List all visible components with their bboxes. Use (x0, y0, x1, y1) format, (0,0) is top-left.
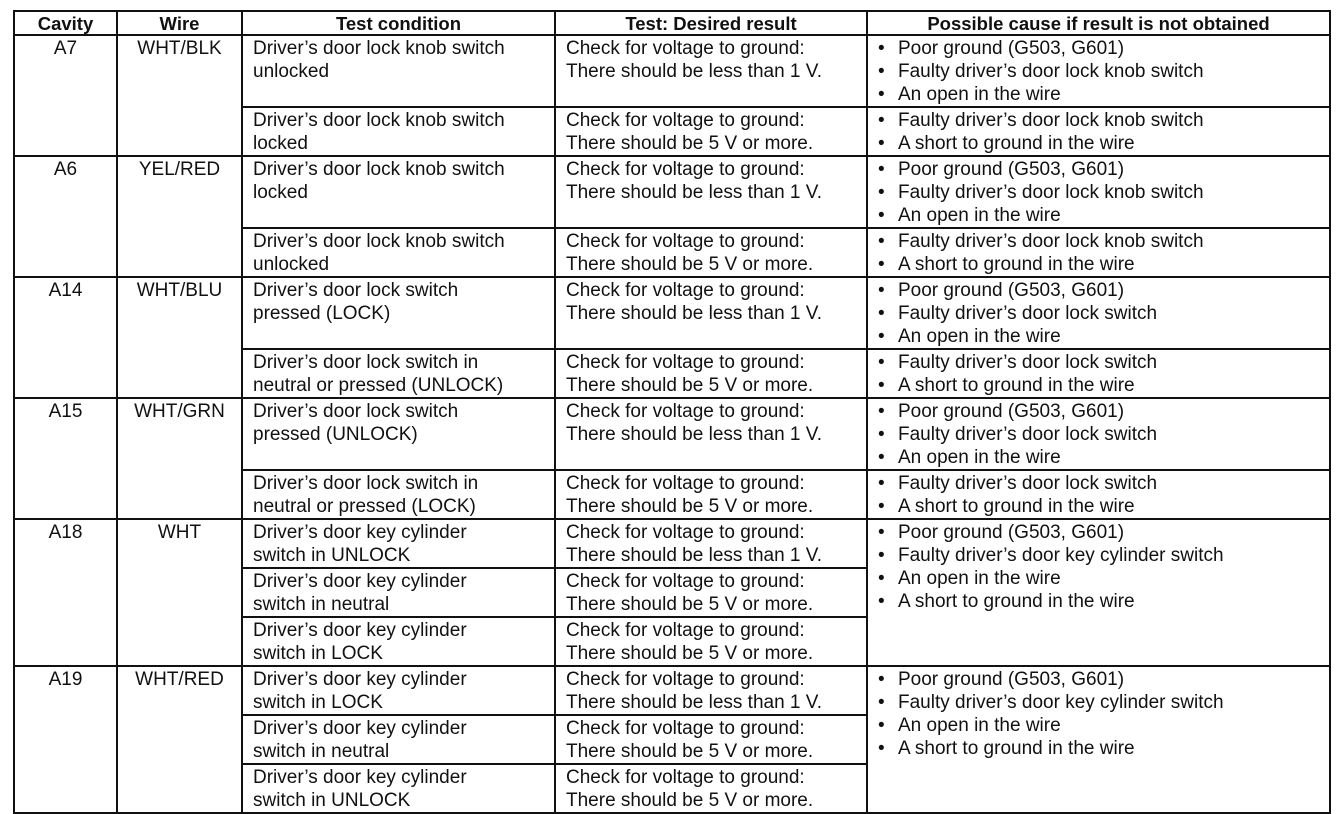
desired-result-cell (555, 35, 867, 107)
test-condition-cell (242, 617, 555, 666)
table-row (14, 398, 1330, 470)
result-line: Check for voltage to ground: (566, 280, 805, 301)
condition-line: Driver’s door key cylinder (253, 571, 467, 592)
cause-bullet-item: • A short to ground in the wire (878, 737, 1329, 760)
condition-line: Driver’s door lock knob switch (253, 110, 505, 131)
result-line: There should be 5 V or more. (566, 254, 814, 275)
table-row (14, 666, 1330, 715)
cause-bullet-item: • A short to ground in the wire (878, 132, 1329, 155)
condition-line: Driver’s door key cylinder (253, 767, 467, 788)
condition-line: Driver’s door key cylinder (253, 669, 467, 690)
condition-line: pressed (LOCK) (253, 303, 391, 324)
result-line: Check for voltage to ground: (566, 401, 805, 422)
cause-bullet-item: • Faulty driver’s door lock switch (878, 472, 1329, 495)
desired-result-cell (555, 617, 867, 666)
result-line: Check for voltage to ground: (566, 473, 805, 494)
wire-color-cell: WHT/BLK (117, 35, 242, 156)
desired-result-cell (555, 470, 867, 519)
test-condition-cell (242, 107, 555, 156)
cause-bullet-item: • A short to ground in the wire (878, 590, 1329, 613)
header-test-condition: Test condition (242, 11, 555, 35)
cause-bullet-item: • Poor ground (G503, G601) (878, 668, 1329, 691)
cause-bullet-item: • An open in the wire (878, 325, 1329, 348)
condition-line: switch in LOCK (253, 643, 383, 664)
condition-line: Driver’s door lock knob switch (253, 38, 505, 59)
header-desired-result: Test: Desired result (555, 11, 867, 35)
cause-bullet-item: • An open in the wire (878, 204, 1329, 227)
test-condition-cell (242, 519, 555, 568)
result-line: There should be 5 V or more. (566, 133, 814, 154)
cause-bullet-item: • Faulty driver’s door lock knob switch (878, 230, 1329, 253)
cavity-cell: A15 (14, 398, 117, 519)
desired-result-cell (555, 277, 867, 349)
result-line: There should be 5 V or more. (566, 643, 814, 664)
condition-line: Driver’s door lock knob switch (253, 231, 505, 252)
test-condition-cell (242, 277, 555, 349)
test-condition-cell (242, 228, 555, 277)
condition-line: neutral or pressed (UNLOCK) (253, 375, 504, 396)
cause-bullet-item: • An open in the wire (878, 83, 1329, 106)
possible-cause-cell (867, 107, 1330, 156)
possible-cause-cell (867, 35, 1330, 107)
cause-bullet-item: • A short to ground in the wire (878, 495, 1329, 518)
table-row (14, 35, 1330, 107)
condition-line: Driver’s door lock switch (253, 280, 459, 301)
result-line: Check for voltage to ground: (566, 159, 805, 180)
condition-line: switch in UNLOCK (253, 790, 411, 811)
condition-line: Driver’s door key cylinder (253, 718, 467, 739)
cause-bullet-item: • Faulty driver’s door lock switch (878, 302, 1329, 325)
cause-bullet-item: • Poor ground (G503, G601) (878, 37, 1329, 60)
result-line: Check for voltage to ground: (566, 669, 805, 690)
cause-bullet-item: • Poor ground (G503, G601) (878, 521, 1329, 544)
test-condition-cell (242, 349, 555, 398)
result-line: Check for voltage to ground: (566, 767, 805, 788)
cause-bullet-item: • Faulty driver’s door lock switch (878, 423, 1329, 446)
cause-bullet-item: • Poor ground (G503, G601) (878, 400, 1329, 423)
desired-result-cell (555, 715, 867, 764)
cause-bullet-item: • A short to ground in the wire (878, 374, 1329, 397)
condition-line: locked (253, 182, 308, 203)
possible-cause-cell (867, 156, 1330, 228)
result-line: There should be less than 1 V. (566, 61, 822, 82)
table-row (14, 519, 1330, 568)
condition-line: pressed (UNLOCK) (253, 424, 418, 445)
test-condition-cell (242, 568, 555, 617)
result-line: Check for voltage to ground: (566, 620, 805, 641)
cause-bullet-item: • Faulty driver’s door key cylinder switch (878, 544, 1329, 567)
result-line: There should be 5 V or more. (566, 496, 814, 517)
cause-bullet-item: • Poor ground (G503, G601) (878, 158, 1329, 181)
condition-line: Driver’s door key cylinder (253, 620, 467, 641)
desired-result-cell (555, 764, 867, 813)
cause-bullet-item: • An open in the wire (878, 567, 1329, 590)
result-line: There should be less than 1 V. (566, 182, 822, 203)
result-line: Check for voltage to ground: (566, 110, 805, 131)
wire-color-cell: WHT/GRN (117, 398, 242, 519)
wire-color-cell: WHT (117, 519, 242, 666)
condition-line: unlocked (253, 254, 330, 275)
condition-line: neutral or pressed (LOCK) (253, 496, 476, 517)
header-row (14, 11, 1330, 35)
possible-cause-cell (867, 519, 1330, 666)
cavity-cell: A7 (14, 35, 117, 156)
test-condition-cell (242, 666, 555, 715)
desired-result-cell (555, 398, 867, 470)
wire-color-cell: YEL/RED (117, 156, 242, 277)
result-line: There should be less than 1 V. (566, 303, 822, 324)
result-line: There should be 5 V or more. (566, 741, 814, 762)
condition-line: unlocked (253, 61, 330, 82)
possible-cause-cell (867, 398, 1330, 470)
condition-line: Driver’s door lock switch in (253, 352, 479, 373)
result-line: There should be less than 1 V. (566, 545, 822, 566)
cavity-cell: A18 (14, 519, 117, 666)
test-condition-cell (242, 715, 555, 764)
result-line: Check for voltage to ground: (566, 522, 805, 543)
result-line: There should be less than 1 V. (566, 692, 822, 713)
header-cavity: Cavity (14, 11, 117, 35)
cause-bullet-item: • Faulty driver’s door lock knob switch (878, 109, 1329, 132)
table-body (14, 35, 1330, 813)
desired-result-cell (555, 349, 867, 398)
condition-line: Driver’s door lock switch in (253, 473, 479, 494)
header-possible-cause: Possible cause if result is not obtained (867, 11, 1330, 35)
result-line: Check for voltage to ground: (566, 571, 805, 592)
condition-line: Driver’s door key cylinder (253, 522, 467, 543)
possible-cause-cell (867, 666, 1330, 813)
table-row (14, 156, 1330, 228)
result-line: Check for voltage to ground: (566, 231, 805, 252)
result-line: Check for voltage to ground: (566, 352, 805, 373)
cause-bullet-item: • Poor ground (G503, G601) (878, 279, 1329, 302)
possible-cause-cell (867, 349, 1330, 398)
condition-line: switch in neutral (253, 741, 390, 762)
test-condition-cell (242, 398, 555, 470)
desired-result-cell (555, 568, 867, 617)
desired-result-cell (555, 519, 867, 568)
header-wire: Wire (117, 11, 242, 35)
condition-line: switch in LOCK (253, 692, 383, 713)
desired-result-cell (555, 156, 867, 228)
cause-bullet-item: • Faulty driver’s door lock switch (878, 351, 1329, 374)
condition-line: switch in neutral (253, 594, 390, 615)
result-line: There should be 5 V or more. (566, 790, 814, 811)
condition-line: Driver’s door lock switch (253, 401, 459, 422)
possible-cause-cell (867, 228, 1330, 277)
result-line: Check for voltage to ground: (566, 718, 805, 739)
condition-line: locked (253, 133, 308, 154)
wire-color-cell: WHT/RED (117, 666, 242, 813)
cause-bullet-item: • Faulty driver’s door lock knob switch (878, 181, 1329, 204)
table-row (14, 277, 1330, 349)
cavity-cell: A14 (14, 277, 117, 398)
desired-result-cell (555, 228, 867, 277)
possible-cause-cell (867, 277, 1330, 349)
cause-bullet-item: • An open in the wire (878, 714, 1329, 737)
cavity-cell: A19 (14, 666, 117, 813)
desired-result-cell (555, 107, 867, 156)
possible-cause-cell (867, 470, 1330, 519)
cause-bullet-item: • Faulty driver’s door lock knob switch (878, 60, 1329, 83)
test-condition-cell (242, 764, 555, 813)
test-condition-cell (242, 35, 555, 107)
result-line: Check for voltage to ground: (566, 38, 805, 59)
condition-line: Driver’s door lock knob switch (253, 159, 505, 180)
circuit-test-table (13, 10, 1331, 814)
desired-result-cell (555, 666, 867, 715)
wire-color-cell: WHT/BLU (117, 277, 242, 398)
test-condition-cell (242, 470, 555, 519)
cavity-cell: A6 (14, 156, 117, 277)
result-line: There should be less than 1 V. (566, 424, 822, 445)
cause-bullet-item: • A short to ground in the wire (878, 253, 1329, 276)
cause-bullet-item: • An open in the wire (878, 446, 1329, 469)
result-line: There should be 5 V or more. (566, 375, 814, 396)
condition-line: switch in UNLOCK (253, 545, 411, 566)
result-line: There should be 5 V or more. (566, 594, 814, 615)
cause-bullet-item: • Faulty driver’s door key cylinder switch (878, 691, 1329, 714)
test-condition-cell (242, 156, 555, 228)
